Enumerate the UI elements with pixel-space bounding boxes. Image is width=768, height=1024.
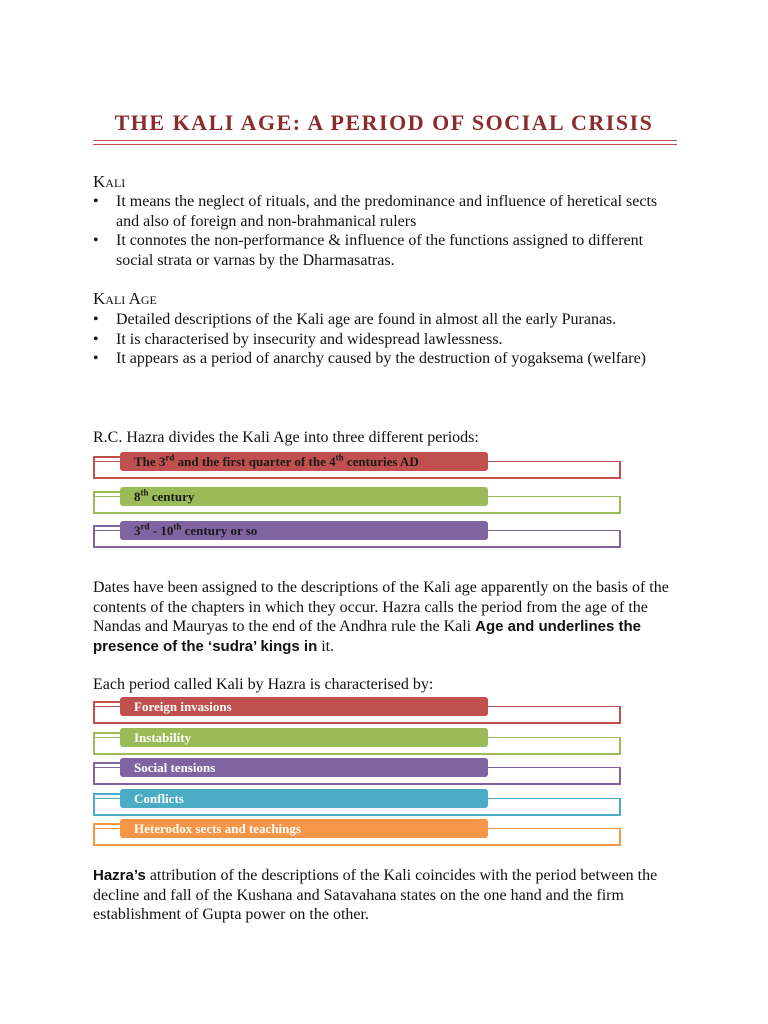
title-underline [93, 140, 677, 141]
characteristic-bracket-tick [93, 762, 121, 770]
characteristic-bracket-tick [93, 732, 121, 740]
period-bracket-tick [93, 456, 121, 464]
list-item: • It means the neglect of rituals, and the predominance and influence of heretical sects and also of foreign and non-brahmanical rulers [93, 193, 658, 230]
period-bracket-tick [93, 525, 121, 533]
period-bar: 8th century [120, 487, 488, 506]
period-bar: 3rd - 10th century or so [120, 521, 488, 540]
characteristic-bracket-tick [93, 823, 121, 831]
page-title: THE KALI AGE: A PERIOD OF SOCIAL CRISIS [114, 110, 654, 135]
period-bar: The 3rd and the first quarter of the 4th centuries AD [120, 452, 488, 471]
heading-kali: Kali [93, 172, 126, 191]
characteristic-bracket-tick [93, 793, 121, 801]
characteristic-bracket-tick [93, 701, 121, 709]
characteristic-bar: Heterodox sects and teachings [120, 819, 488, 838]
dates-paragraph: Dates have been assigned to the descriptions of the Kali age apparently on the basis of the contents of the chapters in which they occur. Hazra calls the period from the age of the Nandas and Mauryas to the end of the Andhra rule the Kali Age and underlines the presence of the ‘sudra’ kings in it. [93, 579, 669, 655]
kali-age-bullet-list [93, 310, 683, 369]
title-underline-second [93, 144, 677, 145]
characteristic-bar: Social tensions [120, 758, 488, 777]
list-item: • Detailed descriptions of the Kali age are found in almost all the early Puranas. [93, 311, 617, 328]
period-bracket-tick [93, 491, 121, 499]
heading-kali-age: Kali Age [93, 289, 157, 308]
list-item: • It is characterised by insecurity and widespread lawlessness. [93, 330, 503, 348]
list-item: • It appears as a period of anarchy caused by the destruction of yogaksema (welfare) [93, 350, 646, 367]
periods-intro: R.C. Hazra divides the Kali Age into three different periods: [93, 429, 479, 446]
list-item: • It connotes the non-performance & influence of the functions assigned to different social strata or varnas by the Dharmasatras. [93, 232, 644, 269]
kali-bullet-list [93, 192, 683, 270]
characteristic-bar: Conflicts [120, 789, 488, 808]
characteristic-bar: Foreign invasions [120, 697, 488, 716]
closing-paragraph: Hazra’s attribution of the descriptions of the Kali coincides with the period between the decline and fall of the Kushana and Satavahana states on the one hand and the firm establishment of Gupta power on the other. [93, 867, 658, 923]
characteristics-intro: Each period called Kali by Hazra is characterised by: [93, 676, 434, 693]
characteristic-bar: Instability [120, 728, 488, 747]
